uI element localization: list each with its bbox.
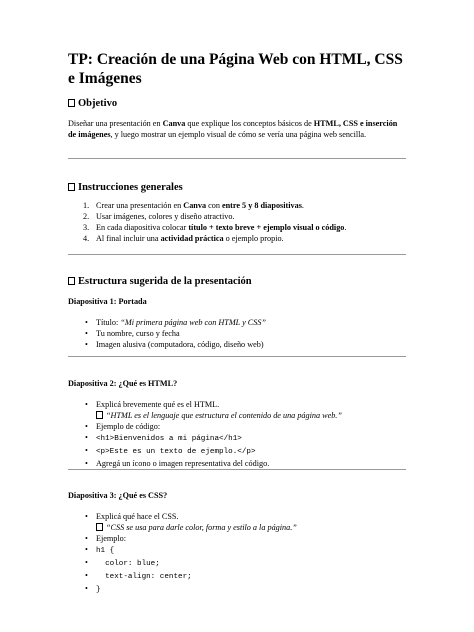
list-item: 3. En cada diapositiva colocar título + texto breve + ejemplo visual o código. [83, 223, 347, 232]
divider [68, 158, 406, 159]
divider [68, 356, 406, 357]
list-item: • Agregá un ícono o imagen representativa del código. [85, 459, 270, 468]
code-line: • } [85, 584, 101, 594]
checkbox-icon [68, 277, 75, 285]
list-item: 1. Crear una presentación en Canva con entre 5 y 8 diapositivas. [83, 201, 304, 210]
list-item: • Explicá qué hace el CSS. [85, 512, 179, 521]
list-item: • Tu nombre, curso y fecha [85, 329, 180, 338]
objetivo-paragraph: Diseñar una presentación en Canva que explique los conceptos básicos de HTML, CSS e inserción de imágenes, y luego mostrar un ejemplo visual de cómo se vería una página web sencilla. [68, 119, 398, 139]
slide-1-list [85, 317, 406, 350]
checkbox-icon [68, 183, 75, 191]
code-line: • text-align: center; [85, 571, 192, 581]
slide-2-list [85, 399, 406, 469]
slide-1-heading: Diapositiva 1: Portada [68, 297, 147, 306]
slide-3-heading: Diapositiva 3: ¿Qué es CSS? [68, 491, 168, 500]
instrucciones-list [83, 200, 406, 244]
list-item: • Imagen alusiva (computadora, código, diseño web) [85, 340, 264, 349]
code-line: • h1 { [85, 545, 115, 555]
checkbox-icon [96, 523, 103, 531]
section-heading-estructura: Estructura sugerida de la presentación [68, 275, 252, 288]
code-line: • color: blue; [85, 558, 160, 568]
list-item: 2. Usar imágenes, colores y diseño atractivo. [83, 212, 235, 221]
checkbox-icon [68, 99, 75, 107]
page-title: TP: Creación de una Página Web con HTML, CSS e Imágenes [68, 51, 403, 87]
list-item: “CSS se usa para darle color, forma y estilo a la página.” [96, 522, 406, 533]
list-item: 4. Al final incluir una actividad práctica o ejemplo propio. [83, 234, 284, 243]
list-item: • Ejemplo: [85, 534, 127, 543]
list-item: • Explicá brevemente qué es el HTML. [85, 400, 220, 409]
section-heading-objetivo: Objetivo [68, 97, 117, 110]
slide-3-list [85, 511, 406, 596]
code-line: • <h1>Bienvenidos a mi página</h1> [85, 433, 242, 443]
code-line: • <p>Este es un texto de ejemplo.</p> [85, 446, 256, 456]
checkbox-icon [96, 411, 103, 419]
list-item: “HTML es el lenguaje que estructura el contenido de una página web.” [96, 410, 406, 421]
section-heading-instrucciones: Instrucciones generales [68, 181, 183, 194]
list-item: • Título: “Mi primera página web con HTML y CSS” [85, 318, 266, 327]
divider [68, 469, 406, 470]
slide-2-heading: Diapositiva 2: ¿Qué es HTML? [68, 379, 178, 388]
list-item: • Ejemplo de código: [85, 422, 161, 431]
divider [68, 254, 406, 255]
